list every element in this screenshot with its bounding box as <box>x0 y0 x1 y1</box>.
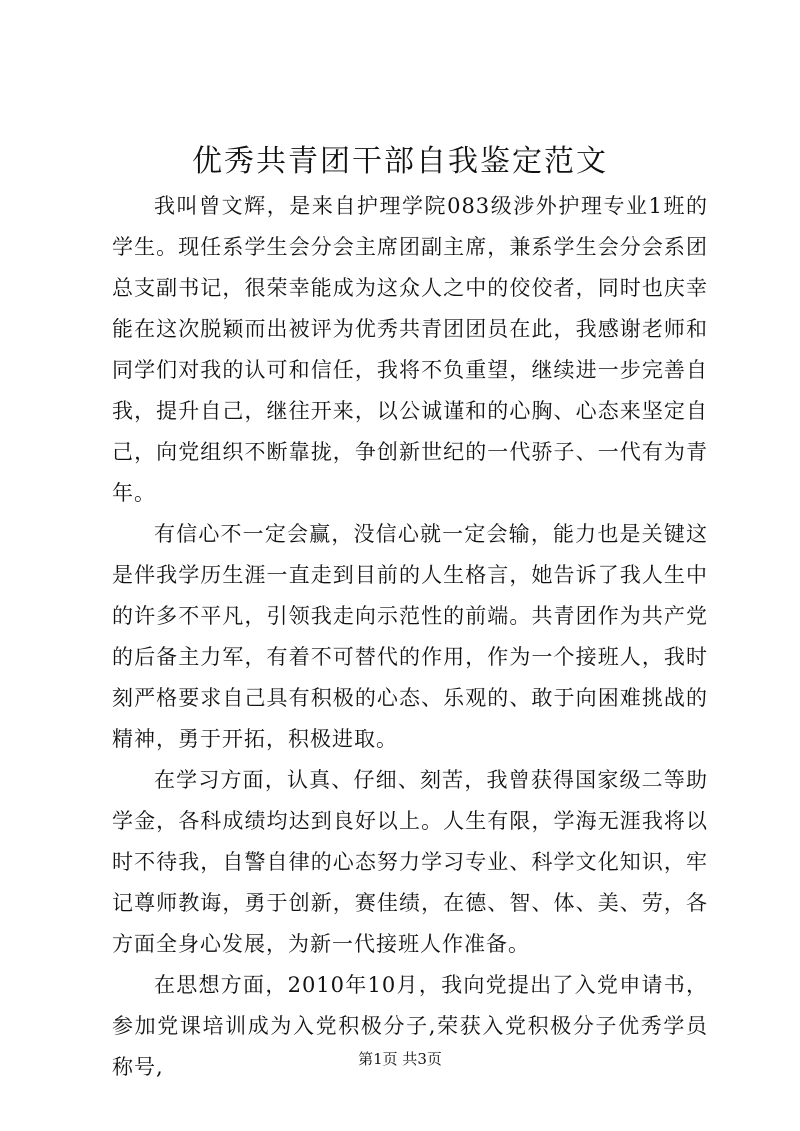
page-number-footer: 第1页 共3页 <box>358 1050 442 1068</box>
paragraph-3: 在学习方面，认真、仔细、刻苦，我曾获得国家级二等助学金，各科成绩均达到良好以上。人生有限，学海无涯我将以时不待我，自警自律的心态努力学习专业、科学文化知识，牢记尊师教诲，勇于创新，赛佳绩，在德、智、体、美、劳，各方面全身心发展，为新一代接班人作准备。 <box>112 768 708 956</box>
document-body <box>112 186 708 1088</box>
paragraph-2: 有信心不一定会赢，没信心就一定会输，能力也是关键这是伴我学历生涯一直走到目前的人生格言，她告诉了我人生中的许多不平凡，引领我走向示范性的前端。共青团作为共产党的后备主力军，有着不可替代的作用，作为一个接班人，我时刻严格要求自己具有积极的心态、乐观的、敢于向困难挑战的精神，勇于开拓，积极进取。 <box>112 522 708 751</box>
document-title: 优秀共青团干部自我鉴定范文 <box>192 144 608 179</box>
paragraph-4: 在思想方面，2010年10月，我向党提出了入党申请书，参加党课培训成为入党积极分子,荣获入党积极分子优秀学员称号, <box>112 973 708 1079</box>
paragraph-1: 我叫曾文辉，是来自护理学院083级涉外护理专业1班的学生。现任系学生会分会主席团副主席，兼系学生会分会系团总支副书记，很荣幸能成为这众人之中的佼佼者，同时也庆幸能在这次脱颖而出被评为优秀共青团团员在此，我感谢老师和同学们对我的认可和信任，我将不负重望，继续进一步完善自我，提升自己，继往开来，以公诚谨和的心胸、心态来坚定自己，向党组织不断靠拢，争创新世纪的一代骄子、一代有为青年。 <box>112 194 708 505</box>
